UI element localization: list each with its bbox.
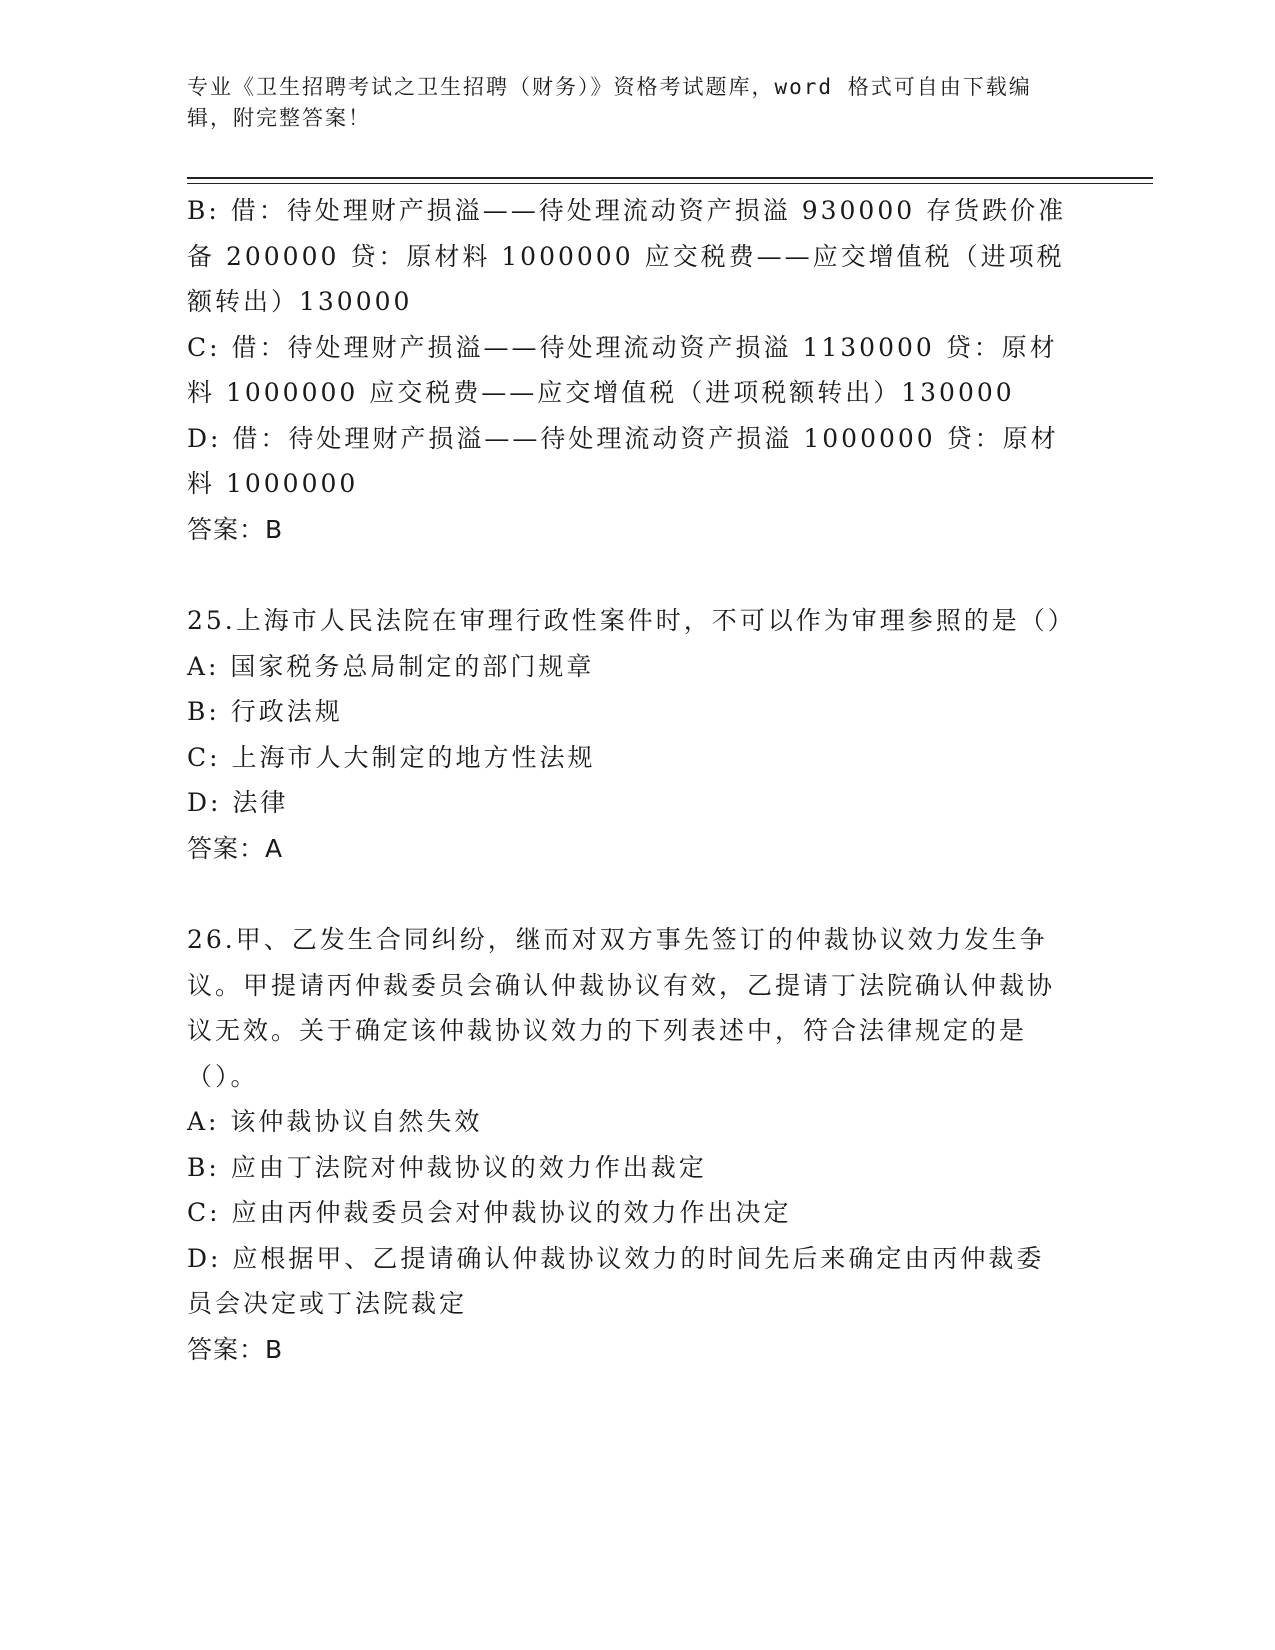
header-divider-thin <box>187 183 1153 184</box>
option-c: C: 借：待处理财产损溢——待处理流动资产损溢 1130000 贷：原材料 1000000 应交税费——应交增值税（进项税额转出）130000 <box>187 332 1058 407</box>
option-b: B: 应由丁法院对仲裁协议的效力作出裁定 <box>187 1152 707 1182</box>
option-b: B: 行政法规 <box>187 697 343 726</box>
question-block-25 <box>187 598 1076 871</box>
question-text: 26.甲、乙发生合同纠纷，继而对双方事先签订的仲裁协议效力发生争议。甲提请丙仲裁委员会确认仲裁协议有效，乙提请丁法院确认仲裁协议无效。关于确定该仲裁协议效力的下列表述中，符合法律规定的是（）。 <box>187 925 1056 1091</box>
question-content <box>187 188 1076 1372</box>
option-d: D: 应根据甲、乙提请确认仲裁协议效力的时间先后来确定由丙仲裁委员会决定或丁法院裁定 <box>187 1243 1045 1318</box>
previous-question-block <box>187 188 1072 552</box>
option-d: D: 法律 <box>187 788 289 817</box>
option-d: D: 借：待处理财产损溢——待处理流动资产损溢 1000000 贷：原材料 1000000 <box>187 423 1059 498</box>
option-a: A: 国家税务总局制定的部门规章 <box>187 651 595 681</box>
spacer <box>187 871 1072 917</box>
question-text: 25.上海市人民法院在审理行政性案件时，不可以作为审理参照的是（） <box>187 606 1076 635</box>
option-b: B: 借：待处理财产损溢——待处理流动资产损溢 930000 存货跌价准备 200000 贷：原材料 1000000 应交税费——应交增值税（进项税额转出）130000 <box>187 196 1067 316</box>
option-c: C: 上海市人大制定的地方性法规 <box>187 742 596 772</box>
document-header: 专业《卫生招聘考试之卫生招聘（财务）》资格考试题库，word 格式可自由下载编辑，附完整答案！ <box>187 75 1032 130</box>
option-c: C: 应由丙仲裁委员会对仲裁协议的效力作出决定 <box>187 1198 792 1227</box>
header-divider-thick <box>187 177 1153 179</box>
spacer <box>187 552 1072 598</box>
answer-label: 答案：B <box>187 1334 284 1364</box>
answer-label: 答案：B <box>187 514 284 544</box>
answer-label: 答案：A <box>187 833 284 863</box>
question-block-26 <box>187 917 1072 1372</box>
option-a: A: 该仲裁协议自然失效 <box>187 1107 483 1136</box>
